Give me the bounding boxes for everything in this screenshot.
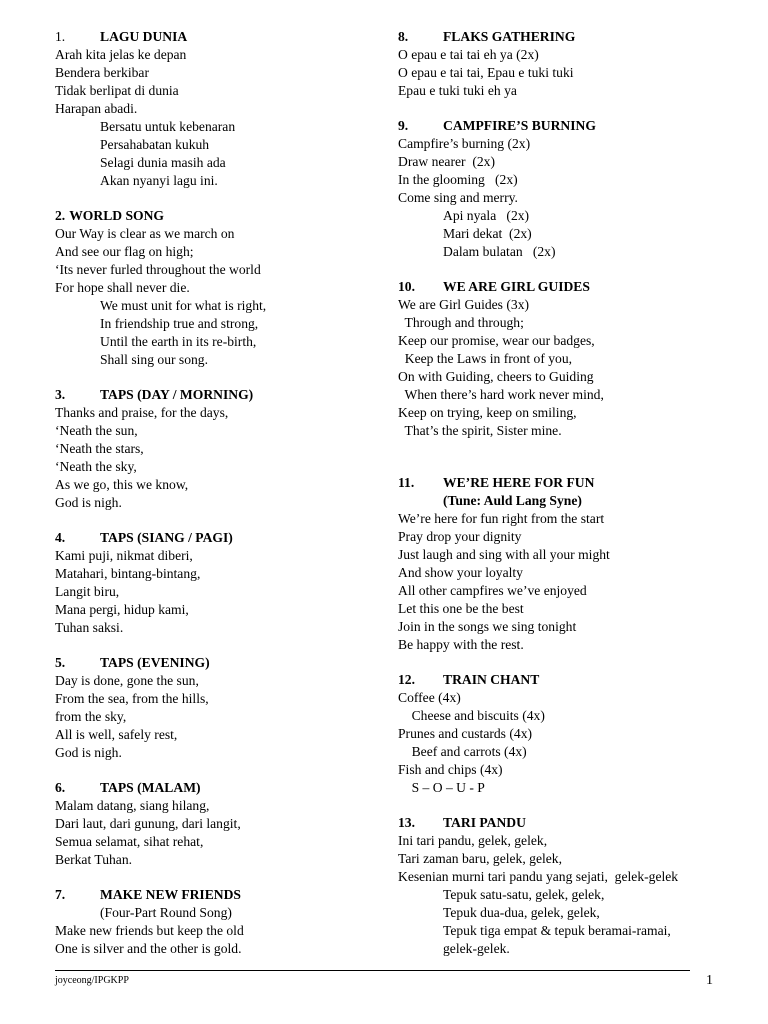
lyric-line: Cheese and biscuits (4x) bbox=[398, 708, 545, 723]
lyric-line: Fish and chips (4x) bbox=[398, 762, 503, 777]
song-heading bbox=[398, 474, 728, 492]
lyric-line: Keep the Laws in front of you, bbox=[398, 351, 573, 366]
song-heading bbox=[55, 529, 365, 547]
lyric-line: Be happy with the rest. bbox=[398, 637, 524, 652]
lyric-line: Campfire’s burning (2x) bbox=[398, 136, 531, 151]
footer-credit: joyceong/IPGKPP bbox=[55, 975, 129, 986]
song-number: 3. bbox=[55, 387, 66, 402]
lyric-line: Mari dekat (2x) bbox=[443, 226, 532, 241]
song-number: 2. bbox=[55, 208, 66, 223]
song-title: TAPS (MALAM) bbox=[100, 780, 201, 795]
song-title: TARI PANDU bbox=[443, 815, 526, 830]
song-number: 5. bbox=[55, 655, 66, 670]
song-title: TRAIN CHANT bbox=[443, 672, 540, 687]
lyric-line: Dari laut, dari gunung, dari langit, bbox=[55, 816, 241, 831]
lyric-line: Just laugh and sing with all your might bbox=[398, 547, 610, 562]
lyric-line: We’re here for fun right from the start bbox=[398, 511, 605, 526]
lyric-line: Draw nearer (2x) bbox=[398, 154, 495, 169]
lyric-line: Day is done, gone the sun, bbox=[55, 673, 199, 688]
song-make-new-friends bbox=[55, 886, 365, 958]
lyric-line: Api nyala (2x) bbox=[443, 208, 530, 223]
song-title: TAPS (SIANG / PAGI) bbox=[100, 530, 233, 545]
song-number: 6. bbox=[55, 780, 66, 795]
lyric-line: Thanks and praise, for the days, bbox=[55, 405, 229, 420]
song-heading bbox=[55, 654, 365, 672]
lyric-line: Bendera berkibar bbox=[55, 65, 149, 80]
lyric-line: On with Guiding, cheers to Guiding bbox=[398, 369, 594, 384]
song-taps-malam bbox=[55, 779, 365, 869]
lyric-line: Make new friends but keep the old bbox=[55, 923, 244, 938]
lyric-line: Tepuk tiga empat & tepuk beramai-ramai, bbox=[443, 923, 671, 938]
song-heading bbox=[398, 278, 728, 296]
song-title: WE’RE HERE FOR FUN bbox=[443, 475, 595, 490]
lyric-line: gelek-gelek. bbox=[443, 941, 510, 956]
song-heading bbox=[55, 779, 365, 797]
lyric-line: Matahari, bintang-bintang, bbox=[55, 566, 201, 581]
song-number: 8. bbox=[398, 29, 409, 44]
song-number: 13. bbox=[398, 815, 415, 830]
song-lagu-dunia bbox=[55, 28, 365, 190]
lyric-line: Arah kita jelas ke depan bbox=[55, 47, 187, 62]
song-title: MAKE NEW FRIENDS bbox=[100, 887, 241, 902]
lyric-line: Persahabatan kukuh bbox=[100, 137, 210, 152]
lyric-line: Malam datang, siang hilang, bbox=[55, 798, 210, 813]
lyric-line: All other campfires we’ve enjoyed bbox=[398, 583, 587, 598]
song-heading bbox=[55, 207, 365, 225]
song-number: 11. bbox=[398, 475, 415, 490]
lyric-line: Tidak berlipat di dunia bbox=[55, 83, 179, 98]
song-heading bbox=[398, 117, 728, 135]
song-taps-siang bbox=[55, 529, 365, 637]
song-heading bbox=[398, 814, 728, 832]
song-taps-day bbox=[55, 386, 365, 512]
lyric-line: Coffee (4x) bbox=[398, 690, 461, 705]
lyric-line: One is silver and the other is gold. bbox=[55, 941, 242, 956]
lyric-line: from the sky, bbox=[55, 709, 127, 724]
song-tari-pandu bbox=[398, 814, 728, 958]
lyric-line: Keep our promise, wear our badges, bbox=[398, 333, 595, 348]
song-number: 12. bbox=[398, 672, 415, 687]
lyric-line: Akan nyanyi lagu ini. bbox=[100, 173, 218, 188]
lyric-line: When there’s hard work never mind, bbox=[398, 387, 604, 402]
lyric-line: Berkat Tuhan. bbox=[55, 852, 133, 867]
lyric-line: Langit biru, bbox=[55, 584, 120, 599]
lyric-line: From the sea, from the hills, bbox=[55, 691, 209, 706]
song-campfires-burning bbox=[398, 117, 728, 261]
song-were-here-for-fun bbox=[398, 474, 728, 654]
lyric-line: ‘Neath the sun, bbox=[55, 423, 138, 438]
lyric-line: God is nigh. bbox=[55, 745, 122, 760]
song-subtitle: (Tune: Auld Lang Syne) bbox=[443, 493, 582, 508]
lyric-line: Join in the songs we sing tonight bbox=[398, 619, 577, 634]
lyric-line: Bersatu untuk kebenaran bbox=[100, 119, 236, 134]
lyric-line: Tepuk dua-dua, gelek, gelek, bbox=[443, 905, 600, 920]
lyric-line: Shall sing our song. bbox=[100, 352, 208, 367]
lyric-line: Dalam bulatan (2x) bbox=[443, 244, 556, 259]
left-column bbox=[55, 28, 365, 975]
lyric-line: Ini tari pandu, gelek, gelek, bbox=[398, 833, 548, 848]
song-title: CAMPFIRE’S BURNING bbox=[443, 118, 596, 133]
lyric-line: As we go, this we know, bbox=[55, 477, 189, 492]
footer-divider bbox=[55, 970, 690, 971]
lyric-line: Selagi dunia masih ada bbox=[100, 155, 226, 170]
lyric-line: Harapan abadi. bbox=[55, 101, 138, 116]
lyric-line: For hope shall never die. bbox=[55, 280, 190, 295]
song-title: WORLD SONG bbox=[69, 208, 164, 223]
song-number: 7. bbox=[55, 887, 66, 902]
lyric-line: And see our flag on high; bbox=[55, 244, 194, 259]
lyric-line: We must unit for what is right, bbox=[100, 298, 267, 313]
song-title: WE ARE GIRL GUIDES bbox=[443, 279, 590, 294]
lyric-line: We are Girl Guides (3x) bbox=[398, 297, 530, 312]
song-taps-evening bbox=[55, 654, 365, 762]
lyric-line: Kami puji, nikmat diberi, bbox=[55, 548, 193, 563]
lyric-line: O epau e tai tai, Epau e tuki tuki bbox=[398, 65, 574, 80]
song-heading bbox=[398, 28, 728, 46]
song-we-are-girl-guides bbox=[398, 278, 728, 440]
song-number: 4. bbox=[55, 530, 66, 545]
lyric-line: God is nigh. bbox=[55, 495, 122, 510]
song-subtitle: (Four-Part Round Song) bbox=[100, 905, 232, 920]
lyric-line: ‘Neath the stars, bbox=[55, 441, 144, 456]
lyric-line: Tuhan saksi. bbox=[55, 620, 124, 635]
song-heading bbox=[55, 386, 365, 404]
song-heading bbox=[55, 886, 365, 904]
lyric-line: Epau e tuki tuki eh ya bbox=[398, 83, 517, 98]
lyric-line: In friendship true and strong, bbox=[100, 316, 259, 331]
song-number: 1. bbox=[55, 29, 66, 44]
lyric-line: Come sing and merry. bbox=[398, 190, 518, 205]
lyric-line: Beef and carrots (4x) bbox=[398, 744, 527, 759]
lyric-line: O epau e tai tai eh ya (2x) bbox=[398, 47, 539, 62]
lyric-line: Let this one be the best bbox=[398, 601, 524, 616]
lyric-line: Through and through; bbox=[398, 315, 524, 330]
lyric-line: S – O – U - P bbox=[398, 780, 485, 795]
lyric-line: Kesenian murni tari pandu yang sejati, gelek-gelek bbox=[398, 869, 679, 884]
song-title: TAPS (EVENING) bbox=[100, 655, 210, 670]
song-title: TAPS (DAY / MORNING) bbox=[100, 387, 254, 402]
lyric-line: Pray drop your dignity bbox=[398, 529, 522, 544]
song-number: 9. bbox=[398, 118, 409, 133]
song-number: 10. bbox=[398, 279, 415, 294]
lyric-line: ‘Neath the sky, bbox=[55, 459, 137, 474]
lyric-line: And show your loyalty bbox=[398, 565, 523, 580]
lyric-line: In the glooming (2x) bbox=[398, 172, 518, 187]
song-title: FLAKS GATHERING bbox=[443, 29, 576, 44]
song-world-song bbox=[55, 207, 365, 369]
song-flaks-gathering bbox=[398, 28, 728, 100]
lyric-line: Our Way is clear as we march on bbox=[55, 226, 235, 241]
lyric-line: ‘Its never furled throughout the world bbox=[55, 262, 261, 277]
lyric-line: That’s the spirit, Sister mine. bbox=[398, 423, 562, 438]
lyric-line: All is well, safely rest, bbox=[55, 727, 178, 742]
song-title: LAGU DUNIA bbox=[100, 29, 188, 44]
lyric-line: Keep on trying, keep on smiling, bbox=[398, 405, 577, 420]
lyric-line: Until the earth in its re-birth, bbox=[100, 334, 257, 349]
lyric-line: Semua selamat, sihat rehat, bbox=[55, 834, 204, 849]
right-column bbox=[398, 28, 728, 975]
lyric-line: Prunes and custards (4x) bbox=[398, 726, 533, 741]
lyric-line: Tari zaman baru, gelek, gelek, bbox=[398, 851, 562, 866]
song-heading bbox=[55, 28, 365, 46]
song-train-chant bbox=[398, 671, 728, 797]
page-number: 1 bbox=[706, 973, 713, 988]
lyric-line: Tepuk satu-satu, gelek, gelek, bbox=[443, 887, 605, 902]
lyric-line: Mana pergi, hidup kami, bbox=[55, 602, 189, 617]
song-heading bbox=[398, 671, 728, 689]
